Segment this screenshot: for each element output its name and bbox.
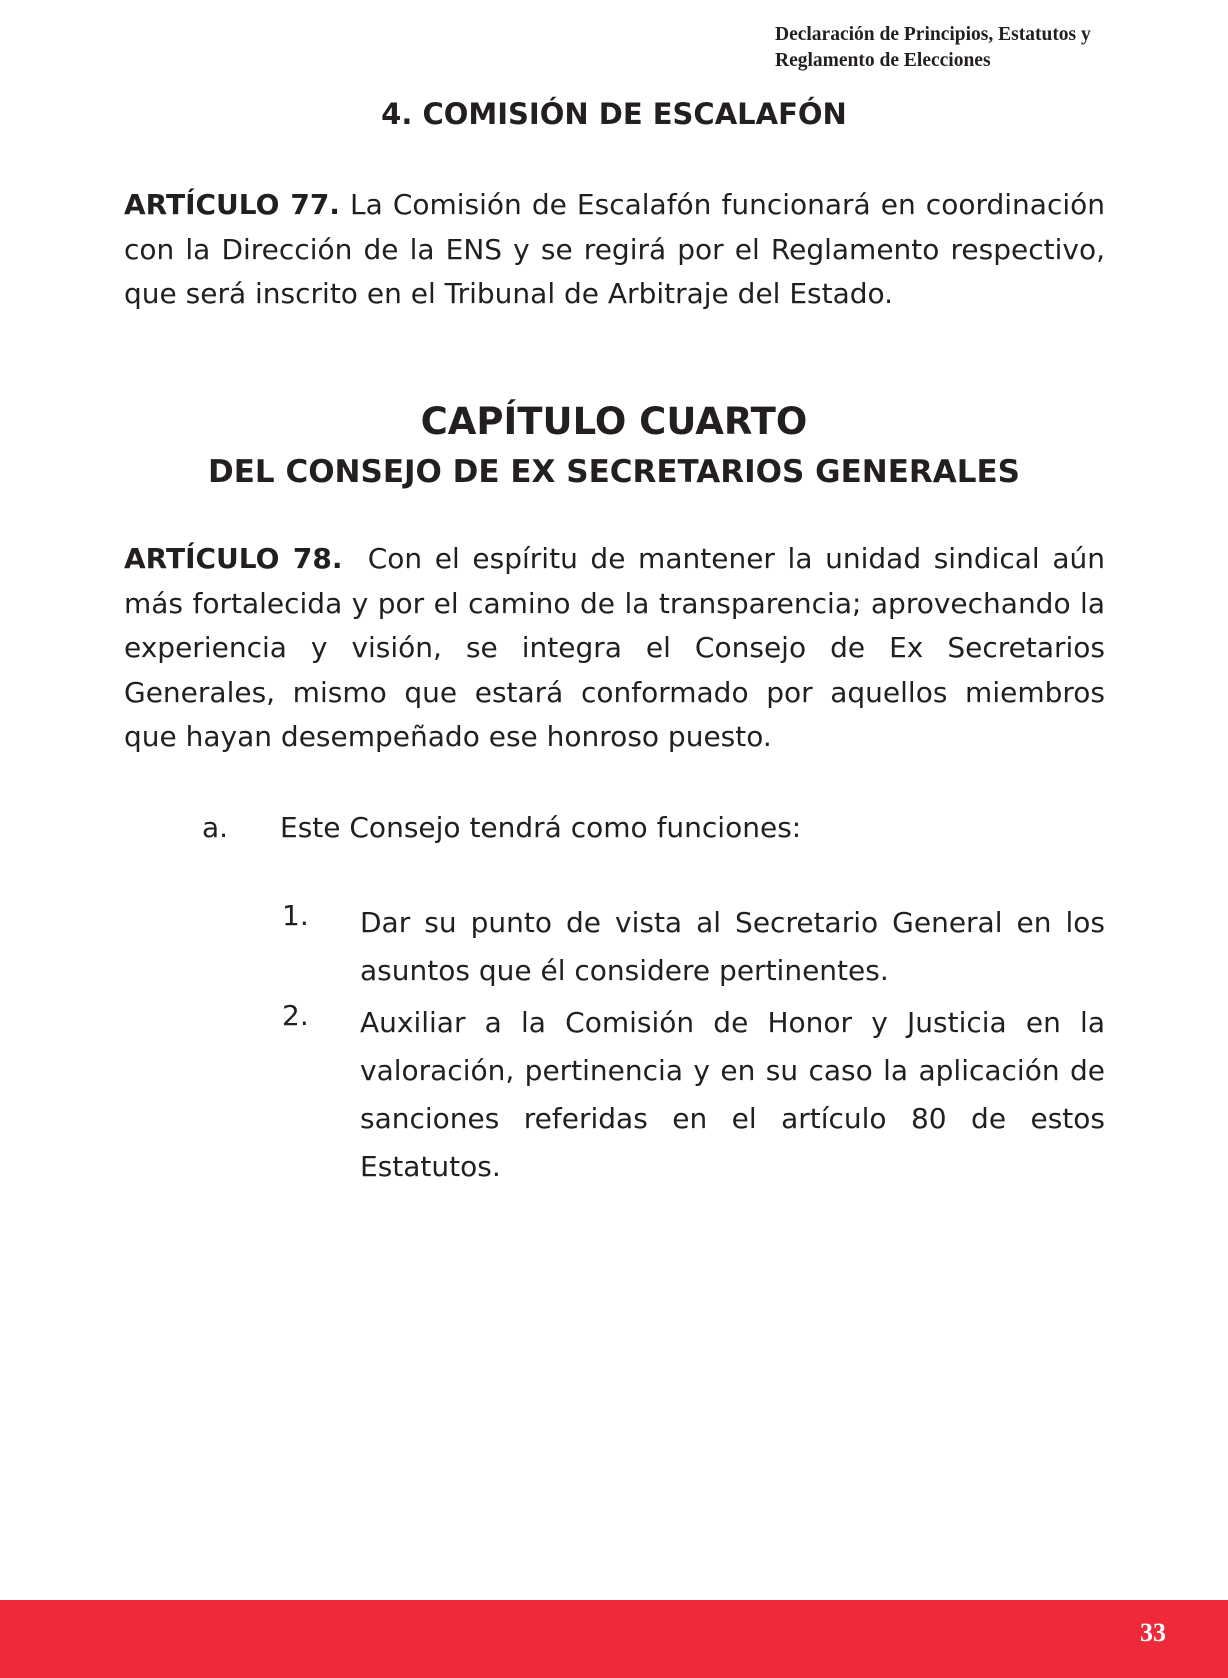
running-header-line-1: Declaración de Principios, Estatutos y [775,24,1091,45]
list-item-a-text: Este Consejo tendrá como funciones: [280,811,802,844]
numbered-item-1-marker: 1. [282,899,309,932]
numbered-item-1 [282,899,1105,995]
article-78-label: ARTÍCULO 78. [124,542,343,575]
article-78-text: Con el espíritu de mantener la unidad sindical aún más fortalecida y por el camino de la transparencia; aprovechando la experiencia y visión, se integra el Consejo de Ex Secretarios Generales, mismo que estará conformado por aquellos miembros que hayan desempeñado ese honroso puesto. [124,542,1105,753]
article-77 [124,183,1105,317]
numbered-item-1-text: Dar su punto de vista al Secretario General en los asuntos que él considere pertinentes. [360,906,1105,987]
chapter-title: CAPÍTULO CUARTO [420,400,808,443]
numbered-item-2 [282,999,1105,1191]
running-header [775,22,1115,74]
article-77-label: ARTÍCULO 77. [124,188,340,221]
list-item-a [202,806,801,850]
chapter-subtitle: DEL CONSEJO DE EX SECRETARIOS GENERALES [207,454,1021,490]
list-item-a-marker: a. [202,811,229,844]
page-number: 33 [1140,1618,1166,1647]
numbered-item-2-marker: 2. [282,999,309,1032]
article-78 [124,537,1105,760]
running-header-line-2: Reglamento de Elecciones [775,50,991,71]
footer-bar [0,1600,1228,1678]
section-title: 4. COMISIÓN DE ESCALAFÓN [381,97,847,131]
article-77-text: La Comisión de Escalafón funcionará en coordinación con la Dirección de la ENS y se regirá por el Reglamento respectivo, que será inscrito en el Tribunal de Arbitraje del Estado. [124,188,1105,310]
numbered-item-2-text: Auxiliar a la Comisión de Honor y Justicia en la valoración, pertinencia y en su caso la aplicación de sanciones referidas en el artículo 80 de estos Estatutos. [360,1006,1105,1183]
